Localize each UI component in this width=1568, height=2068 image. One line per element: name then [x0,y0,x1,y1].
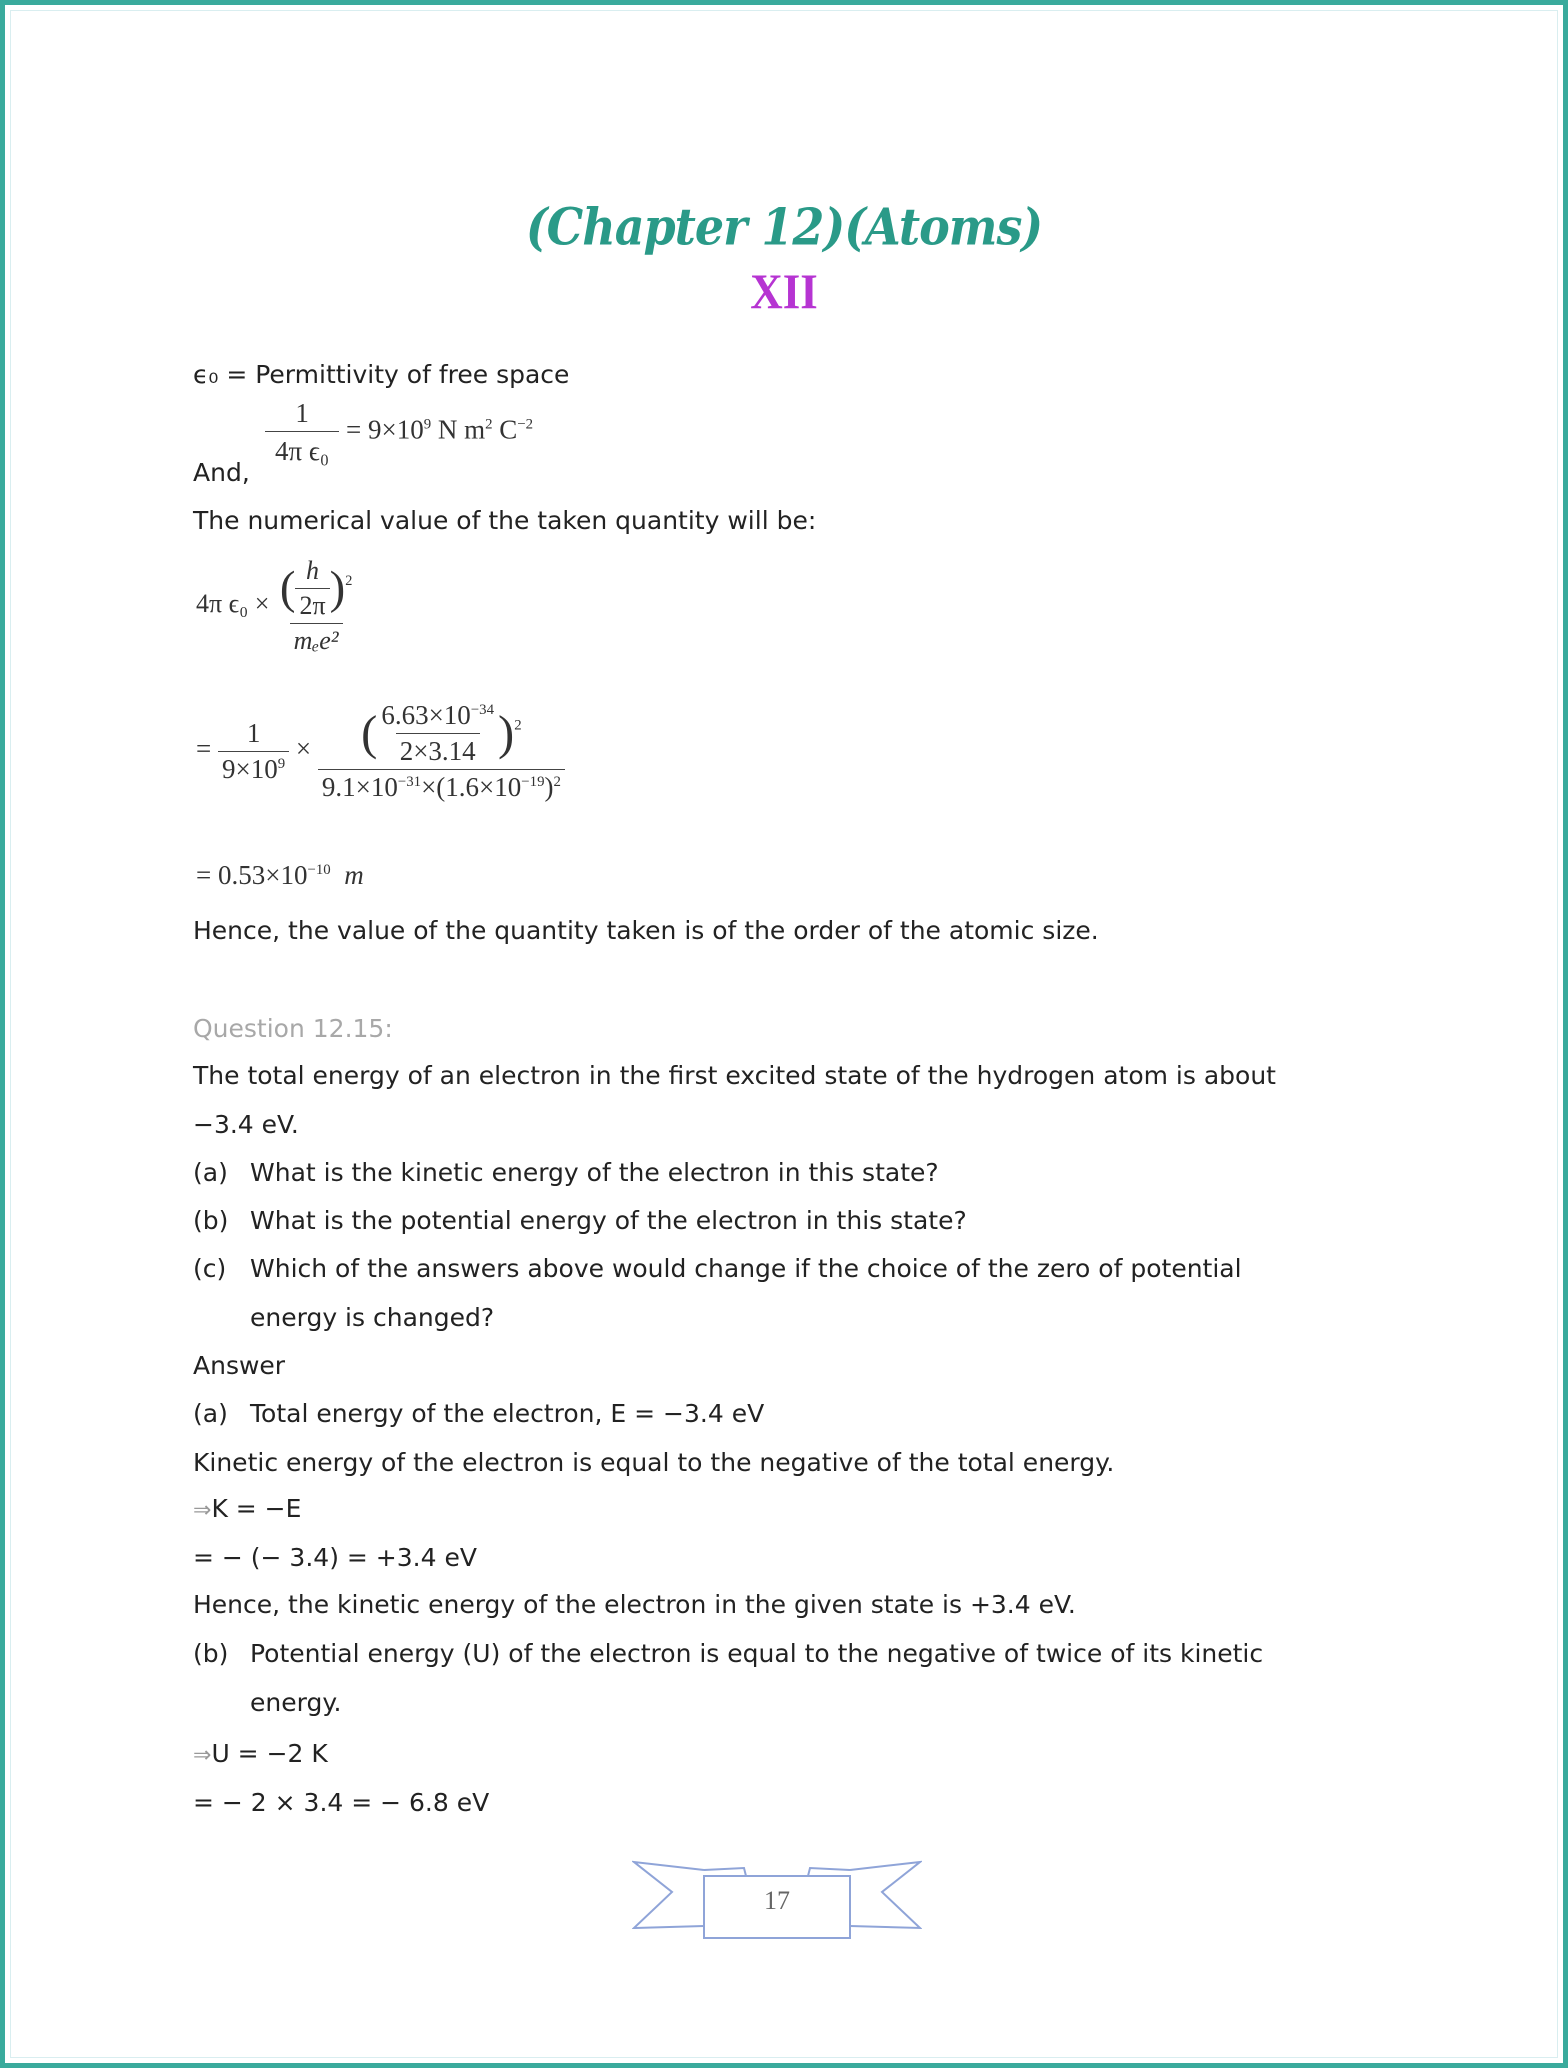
numerator: 1 [295,398,309,428]
equation-coulomb-constant [265,398,533,467]
exponent: 9 [277,756,286,772]
exponent: 2 [485,416,493,433]
potential-equation [193,1739,328,1768]
exponent: −2 [517,416,534,433]
page-number-ribbon [632,1856,922,1946]
exponent: −10 [307,862,331,878]
unit: m [344,860,364,890]
left-paren: ( [279,562,296,615]
denominator: mₑe² [290,623,343,656]
term: 9.1×10 [321,772,398,802]
numerator [357,700,526,769]
fraction-2 [318,700,565,803]
equation-result [196,860,364,891]
answer-part-a [193,1399,764,1428]
part-label: (b) [193,1639,229,1668]
question-text: The total energy of an electron in the first excited state of the hydrogen atom is about [193,1061,1276,1090]
right-paren: ) [329,562,346,615]
numerator: 1 [246,718,261,748]
inner-fraction [295,556,329,621]
part-text: Which of the answers above would change if the choice of the zero of potential [250,1254,1242,1283]
paren: ) [544,772,554,802]
kinetic-equation [193,1494,301,1523]
denominator: 2×3.14 [396,733,480,767]
equation-text: K = −E [211,1494,302,1523]
exponent: 9 [423,416,432,433]
denominator: 2π [295,588,329,621]
denominator [318,769,565,803]
equation-bohr-expression [196,556,356,656]
question-part-b [193,1206,967,1235]
equation-substitution [196,700,565,803]
units: N m [431,414,486,445]
kinetic-calculation: = − (− 3.4) = +3.4 eV [193,1543,477,1572]
answer-part-b-cont: energy. [250,1688,342,1717]
term: ×(1.6×10 [421,772,522,802]
page-number: 17 [764,1886,790,1915]
kinetic-statement: Kinetic energy of the electron is equal to the negative of the total energy. [193,1448,1115,1477]
prefix: 4π ϵ₀ × [196,588,270,618]
implies-arrow-icon: ⇒ [193,1498,212,1523]
exponent: −19 [521,774,545,790]
kinetic-conclusion: Hence, the kinetic energy of the electron in the given state is +3.4 eV. [193,1590,1076,1619]
conclusion-line: Hence, the value of the quantity taken is of the order of the atomic size. [193,916,1099,945]
part-text: Potential energy (U) of the electron is equal to the negative of twice of its kinetic [250,1639,1264,1668]
answer-part-b [193,1639,1263,1668]
chapter-title: (Chapter 12)(Atoms) [525,197,1043,257]
fraction [265,398,339,467]
exponent: 2 [553,774,561,790]
units: C [492,414,518,445]
implies-arrow-icon: ⇒ [193,1743,212,1768]
fraction [276,556,356,656]
exponent: 2 [514,717,522,734]
equals: = [196,733,212,764]
numerical-value-line: The numerical value of the taken quantity will be: [193,506,817,535]
times: × [295,733,312,764]
part-label: (c) [193,1254,227,1283]
value: = 0.53×10 [196,860,308,890]
question-part-c-cont: energy is changed? [250,1303,495,1332]
and-label: And, [193,458,250,487]
left-paren: ( [361,706,378,761]
exponent: 2 [345,572,353,589]
part-label: (a) [193,1158,228,1187]
part-label: (a) [193,1399,228,1428]
answer-heading: Answer [193,1351,286,1380]
right-paren: ) [498,706,515,761]
epsilon-definition: ϵ₀ = Permittivity of free space [193,360,570,389]
denominator: 4π ϵ₀ [265,431,339,467]
equation-text: U = −2 K [211,1739,328,1768]
exponent: −31 [397,774,422,790]
rhs: = 9×10 [345,414,424,445]
potential-calculation: = − 2 × 3.4 = − 6.8 eV [193,1788,490,1817]
part-label: (b) [193,1206,229,1235]
part-text: What is the potential energy of the electron in this state? [250,1206,967,1235]
question-label: Question 12.15: [193,1014,393,1043]
question-part-a [193,1158,939,1187]
exponent: −34 [470,702,495,718]
numerator: h [306,556,320,585]
question-text-cont: −3.4 eV. [193,1110,299,1139]
part-text: What is the kinetic energy of the electron in this state? [250,1158,939,1187]
fraction-1 [218,718,289,785]
question-part-c [193,1254,1242,1283]
part-text: Total energy of the electron, E = −3.4 eV [250,1399,765,1428]
numerator: 6.63×10 [381,700,471,730]
class-label: XII [750,263,818,319]
inner-fraction [377,700,498,767]
denominator: 9×10 [221,754,278,784]
numerator [276,556,356,623]
